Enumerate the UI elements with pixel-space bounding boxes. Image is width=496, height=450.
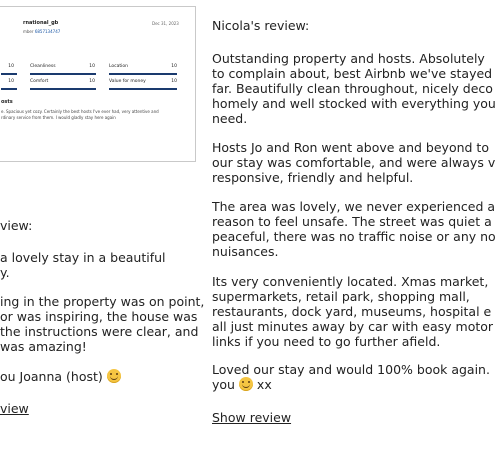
show-review-link[interactable]: view bbox=[0, 401, 29, 416]
metric-bar bbox=[30, 88, 96, 90]
reviewer-heading: Nicola's review: bbox=[212, 18, 310, 33]
metric-bar bbox=[109, 73, 177, 75]
reviewer-username: rnational_gb bbox=[23, 20, 59, 26]
metric-value: 10 bbox=[89, 79, 95, 84]
left-review-paragraph: a lovely stay in a beautiful y. bbox=[0, 250, 166, 280]
show-review-link[interactable]: Show review bbox=[212, 410, 292, 425]
left-review-paragraph: ing in the property was on point, or was inspiring, the house was the instructions were clear, and was amazing! bbox=[0, 294, 205, 354]
metric-bar bbox=[1, 88, 17, 90]
metric-value: 10 bbox=[171, 64, 177, 69]
metric-value: 10 bbox=[171, 79, 177, 84]
metric-value: 10 bbox=[89, 64, 95, 69]
review-paragraph: The area was lovely, we never experienced a reason to feel unsafe. The street was quiet a peaceful, there was no traffic noise or any no nuisances. bbox=[212, 199, 496, 259]
review-paragraph: Loved our stay and would 100% book again. you xx bbox=[212, 362, 490, 392]
left-review-heading: view: bbox=[0, 218, 33, 233]
metric-label: Cleanliness bbox=[30, 64, 56, 69]
metric-bar bbox=[30, 73, 96, 75]
metric-label: Value for money bbox=[109, 79, 146, 84]
review-card-image bbox=[0, 6, 196, 162]
smiling-face-icon bbox=[239, 377, 253, 391]
review-date: Dec 31, 2023 bbox=[152, 21, 179, 26]
metric-label: Location bbox=[109, 64, 129, 69]
metric-value: 10 bbox=[8, 64, 14, 69]
review-paragraph: Its very conveniently located. Xmas market, supermarkets, retail park, shopping mall, restaurants, dock yard, museums, hospital e all just minutes away by car with easy motor links if you need to go further afield. bbox=[212, 274, 494, 349]
section-title: osts bbox=[1, 99, 13, 105]
metric-value: 10 bbox=[8, 79, 14, 84]
smiling-face-icon bbox=[107, 369, 121, 383]
left-review-paragraph: ou Joanna (host) bbox=[0, 369, 121, 384]
review-snippet: e. Spacious yet cozy. Certainly the best hosts I've ever had, very attentive and rdinary service from them. I would gladly stay here again bbox=[1, 109, 159, 120]
review-paragraph: Outstanding property and hosts. Absolutely to complain about, best Airbnb we've stayed far. Beautifully clean throughout, nicely deco homely and well stocked with everything you need. bbox=[212, 51, 496, 126]
metric-bar bbox=[109, 88, 177, 90]
metric-bar bbox=[1, 73, 17, 75]
member-number: mber 6857134747 bbox=[23, 29, 61, 34]
metric-label: Comfort bbox=[30, 79, 49, 84]
review-paragraph: Hosts Jo and Ron went above and beyond to our stay was comfortable, and were always v responsive, friendly and helpful. bbox=[212, 140, 496, 185]
